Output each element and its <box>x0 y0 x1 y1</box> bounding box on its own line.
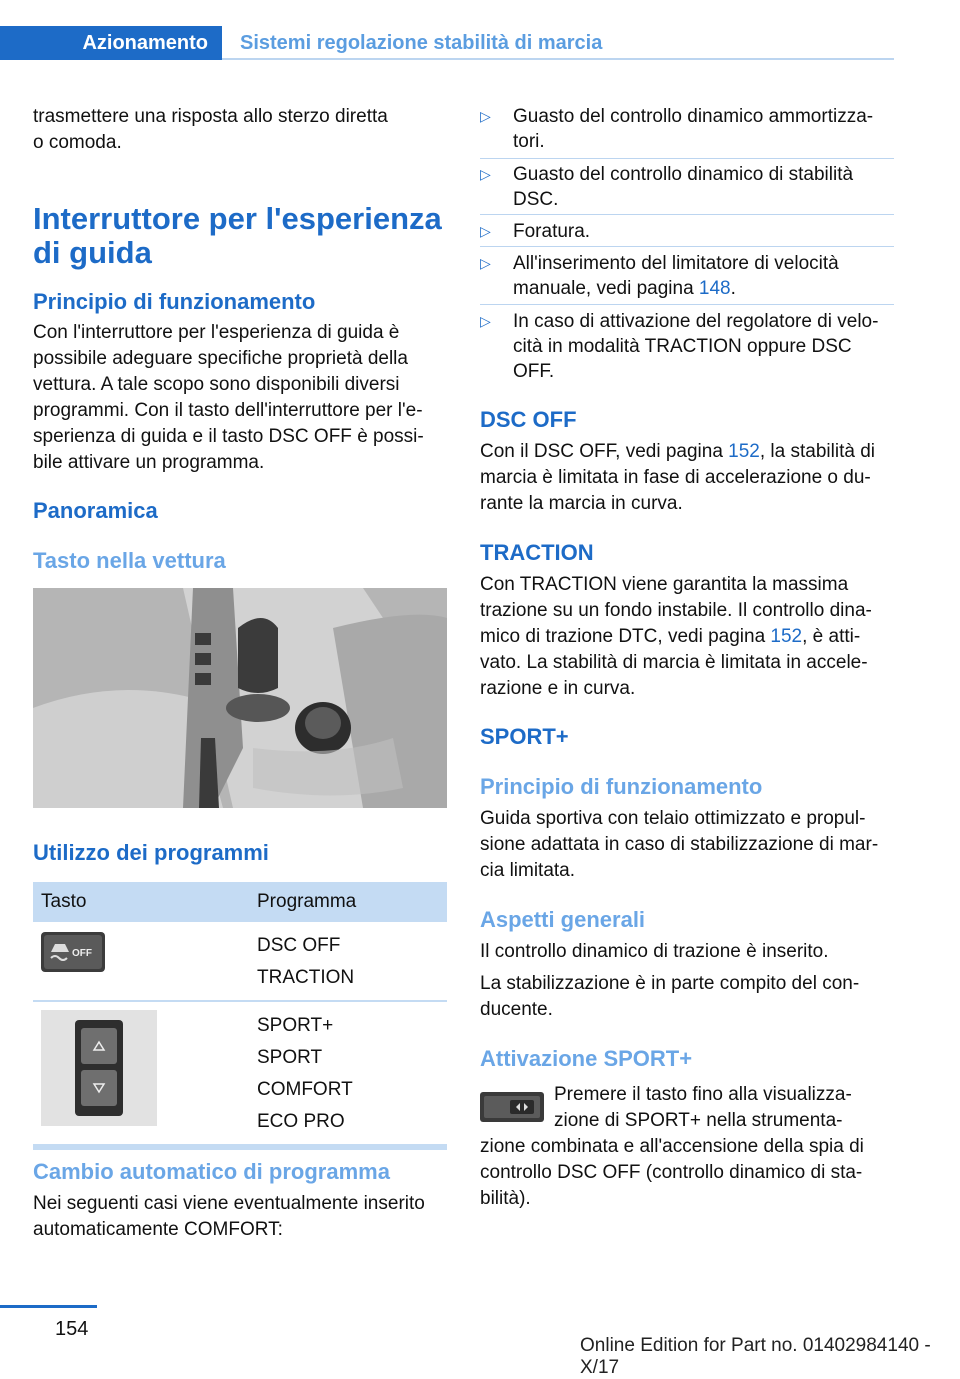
triangle-bullet-icon: ▷ <box>480 108 491 124</box>
body-text-line: cia limitata. <box>480 860 576 881</box>
page-number: 154 <box>55 1318 89 1340</box>
list-item-text: All'inserimento del limitatore di velocità <box>513 253 839 274</box>
body-text-line: Il controllo dinamico di trazione è inserito. <box>480 941 829 962</box>
body-text-line: razione e in curva. <box>480 678 636 699</box>
traction-heading: TRACTION <box>480 540 594 565</box>
triangle-bullet-icon: ▷ <box>480 255 491 271</box>
table-cell <box>249 922 447 1001</box>
program-label: SPORT <box>257 1047 323 1068</box>
footer-divider <box>0 1305 97 1308</box>
body-text-line: rante la marcia in curva. <box>480 493 683 514</box>
principle-heading: Principio di funzionamento <box>33 289 316 314</box>
list-divider <box>480 304 894 305</box>
sport-principle-heading: Principio di funzionamento <box>480 774 763 799</box>
activation-heading: Attivazione SPORT+ <box>480 1046 693 1071</box>
page-link[interactable]: 148 <box>698 278 731 299</box>
table-row <box>33 1001 447 1147</box>
list-item-text: OFF. <box>513 361 555 382</box>
body-text-part: , è atti- <box>802 626 861 647</box>
body-text-line: zione combinata e all'accensione della spia di <box>480 1136 864 1157</box>
body-text-line: vato. La stabilità di marcia è limitata in accele- <box>480 652 868 673</box>
general-heading: Aspetti generali <box>480 907 646 932</box>
body-text-line: Premere il tasto fino alla visualizza- <box>554 1084 852 1105</box>
programs-table <box>33 882 447 1150</box>
body-text-line: bilità). <box>480 1188 531 1209</box>
body-text-line <box>480 624 860 649</box>
body-text-line: Con TRACTION viene garantita la massima <box>480 574 849 595</box>
edition-text: Online Edition for Part no. 01402984140 - X/17 <box>580 1335 931 1378</box>
section-heading: Interruttore per l'esperienza <box>33 201 442 236</box>
body-text-line: Guida sportiva con telaio ottimizzato e propul- <box>480 808 866 829</box>
rocker-switch-icon <box>41 1010 157 1126</box>
body-text-line: zione di SPORT+ nella strumenta- <box>554 1110 843 1131</box>
program-label: COMFORT <box>257 1079 353 1100</box>
overview-heading: Panoramica <box>33 498 158 523</box>
list-item-text-part: manuale, vedi pagina <box>513 278 699 299</box>
body-text-line: Con l'interruttore per l'esperienza di guida è <box>33 322 400 343</box>
table-cell <box>33 1001 249 1147</box>
list-item-text: In caso di attivazione del regolatore di velo- <box>513 311 879 332</box>
body-text-part: , la stabilità di <box>759 441 875 462</box>
intro-text-line: o comoda. <box>33 132 122 153</box>
list-divider <box>480 214 894 215</box>
table-row <box>33 922 447 1001</box>
list-item-text: tori. <box>513 131 545 152</box>
body-text-line: ducente. <box>480 999 553 1020</box>
section-heading: di guida <box>33 235 152 270</box>
sport-plus-heading: SPORT+ <box>480 724 569 749</box>
program-label: DSC OFF <box>257 935 341 956</box>
body-text-line: possibile adeguare specifiche proprietà della <box>33 348 408 369</box>
svg-text:OFF: OFF <box>72 948 92 959</box>
triangle-bullet-icon: ▷ <box>480 223 491 239</box>
table-cell <box>249 1001 447 1147</box>
body-text-line: marcia è limitata in fase di accelerazione o du- <box>480 467 871 488</box>
program-label: TRACTION <box>257 967 355 988</box>
list-divider <box>480 158 894 159</box>
page-link[interactable]: 152 <box>728 441 760 462</box>
page-link[interactable]: 152 <box>770 626 803 647</box>
table-header-row <box>33 882 447 922</box>
body-text-line: bile attivare un programma. <box>33 452 265 473</box>
list-item-text <box>513 276 894 301</box>
body-text-line: Nei seguenti casi viene eventualmente inserito <box>33 1193 425 1214</box>
header-divider <box>222 58 894 60</box>
table-header-cell: Tasto <box>33 882 249 922</box>
body-text-line: trazione su un fondo instabile. Il controllo dina- <box>480 600 872 621</box>
intro-text-line: trasmettere una risposta allo sterzo diretta <box>33 106 388 127</box>
program-label: SPORT+ <box>257 1015 334 1036</box>
dsc-off-button-icon <box>41 930 105 974</box>
body-text-line: sione adattata in caso di stabilizzazione di mar- <box>480 834 879 855</box>
list-item-text: DSC. <box>513 189 559 210</box>
auto-change-heading: Cambio automatico di programma <box>33 1159 390 1184</box>
list-item-text: Guasto del controllo dinamico di stabilità <box>513 164 854 185</box>
button-heading: Tasto nella vettura <box>33 548 226 573</box>
list-item-text: cità in modalità TRACTION oppure DSC <box>513 336 852 357</box>
usage-heading: Utilizzo dei programmi <box>33 840 269 865</box>
program-label: ECO PRO <box>257 1111 345 1132</box>
list-item-text: Foratura. <box>513 221 591 242</box>
body-text-line <box>480 439 875 464</box>
triangle-bullet-icon: ▷ <box>480 313 491 329</box>
body-text-line: controllo DSC OFF (controllo dinamico di sta- <box>480 1162 863 1183</box>
list-divider <box>480 246 894 247</box>
switch-button-icon <box>480 1090 544 1129</box>
table-cell <box>33 922 249 1001</box>
console-photo <box>33 588 447 808</box>
list-item-text: Guasto del controllo dinamico ammortizza- <box>513 106 874 127</box>
body-text-line: sperienza di guida e il tasto DSC OFF è possi- <box>33 426 424 447</box>
triangle-bullet-icon: ▷ <box>480 166 491 182</box>
subsection-tab: Sistemi regolazione stabilità di marcia <box>240 32 603 54</box>
section-tab: Azionamento <box>0 26 222 60</box>
body-text-line: vettura. A tale scopo sono disponibili diversi <box>33 374 400 395</box>
body-text-line: La stabilizzazione è in parte compito del con- <box>480 973 860 994</box>
table-header-cell: Programma <box>249 882 447 922</box>
body-text-line: automaticamente COMFORT: <box>33 1219 283 1240</box>
dsc-off-heading: DSC OFF <box>480 407 577 432</box>
list-item-text-part: . <box>730 278 736 299</box>
body-text-part: Con il DSC OFF, vedi pagina <box>480 441 729 462</box>
page-header <box>0 0 960 62</box>
body-text-line: programmi. Con il tasto dell'interruttore per l'e- <box>33 400 423 421</box>
body-text-part: mico di trazione DTC, vedi pagina <box>480 626 771 647</box>
